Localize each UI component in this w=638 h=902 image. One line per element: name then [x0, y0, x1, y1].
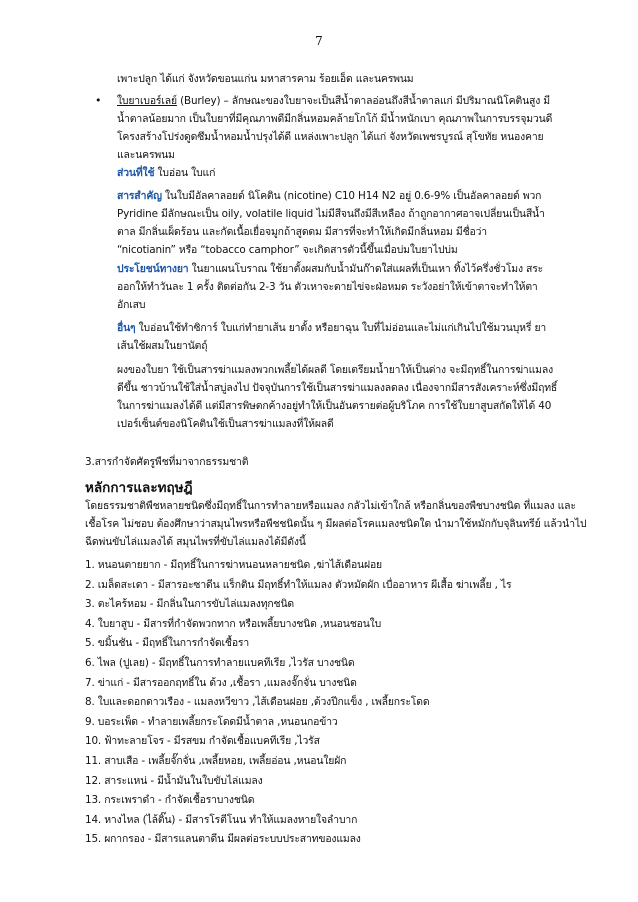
- intro-line-2: เชื้อโรค ไม่ชอบ ต้องศึกษาว่าสมุนไพรหรือพืชชนิดนั้น ๆ มีผลต่อโรคแมลงชนิดใด นำมาใช้หมักกับจุลินทรีย์ แล้วนำไป: [85, 518, 587, 530]
- list-item: 8. ใบและดอกดาวเรือง - แมลงหวีขาว ,ไส้เดือนฝอย ,ด้วงปีกแข็ง , เพลี้ยกระโดด: [85, 696, 430, 709]
- page-number: 7: [315, 34, 323, 48]
- list-item: 4. ใบยาสูบ - มีสารที่กำจัดพวกทาก หรือเพลี้ยบางชนิด ,หนอนชอนใบ: [85, 617, 382, 630]
- others-line-2: เส้นใช้ผสมในยานัตถุ์: [117, 340, 208, 352]
- list-item: 9. บอระเพ็ด - ทำลายเพลี้ยกระโดดมีน้ำตาล ,หนอนกอข้าว: [85, 715, 338, 728]
- burley-line-1: (Burley) – ลักษณะของใบยาจะเป็นสีน้ำตาลอ่อนถึงสีน้ำตาลแก่ มีปริมาณนิโคตินสูง มี: [176, 95, 551, 107]
- section-3-title-block: [85, 453, 248, 471]
- section-3-title: 3.สารกำจัดศัตรูพืชที่มาจากธรรมชาติ: [85, 456, 249, 468]
- insecticide-line-3: ในการฆ่าแมลงได้ดี แต่มีสารพิษตกค้างอยู่ทำให้เป็นอันตรายต่อผู้บริโภค การใช้ใบยาสูบสกัดให้ได้ 40: [117, 400, 552, 412]
- list-item: 3. ตะไคร้หอม - มีกลิ่นในการขับไล่แมลงทุกชนิด: [85, 598, 295, 611]
- traditional-label: ประโยชน์ทางยา: [117, 263, 189, 275]
- traditional-line-3: อักเสบ: [117, 299, 146, 311]
- section-3-intro: [85, 497, 586, 551]
- constituents-line-3: ตาล มีกลิ่นเผ็ดร้อน และกัดเนื้อเยื่อจมูกถ้าสูดดม มีสารที่จะทำให้เกิดมีกลิ่นหอม มีชื่อว่า: [117, 226, 487, 238]
- list-item: 13. กระเพราดำ - กำจัดเชื้อราบางชนิด: [85, 794, 255, 807]
- others-label: อื่นๆ: [117, 322, 136, 334]
- burley-paragraph: [117, 92, 552, 164]
- other-uses: [117, 319, 546, 355]
- insecticide-paragraph: [117, 361, 557, 433]
- traditional-line-1: ในยาแผนโบราณ ใช้ยาตั้งผสมกับน้ำมันก๊าดใส่แผลที่เป็นเหา ทิ้งไว้ครึ่งชั่วโมง สระ: [188, 263, 544, 275]
- list-item: 7. ข่าแก่ - มีสารออกฤทธิ์ใน ด้วง ,เชื้อรา ,แมลงจั๊กจั่น บางชนิด: [85, 676, 357, 689]
- burley-line-4: และนครพนม: [117, 149, 175, 161]
- continuation-text: เพาะปลูก ได้แก่ จังหวัดขอนแก่น มหาสารคาม ร้อยเอ็ด และนครพนม: [117, 73, 414, 85]
- burley-line-2: น้ำตาลน้อยมาก เป็นใบยาที่มีคุณภาพดีมีกลิ่นหอมคล้ายโกโก้ มีน้ำหนักเบา คุณภาพในการบรรจุมวนดี: [117, 113, 553, 125]
- constituents-line-4: “nicotianin” หรือ “tobacco camphor” จะเกิดสารตัวนี้ขึ้นเมื่อบ่มใบยาไปบ่ม: [117, 244, 458, 256]
- constituents-line-1: ในใบมีอัลคาลอยด์ นิโคติน (nicotine) C10 H14 N2 อยู่ 0.6-9% เป็นอัลคาลอยด์ พวก: [161, 190, 542, 202]
- others-line-1: ใบอ่อนใช้ทำซิการ์ ใบแก่ทำยาเส้น ยาตั้ง หรือยาฉุน ใบที่ไม่อ่อนและไม่แก่เกินไปใช้มวนบุหรี่ ยา: [135, 322, 547, 334]
- insecticide-line-4: เปอร์เซ็นต์ของนิโคตินใช้เป็นสารฆ่าแมลงที่ให้ผลดี: [117, 418, 334, 430]
- list-item: 12. สาระแหน่ - มีน้ำมันในใบขับไล่แมลง: [85, 774, 263, 787]
- constituents-line-2: Pyridine มีลักษณะเป็น oily, volatile liquid ไม่มีสีจนถึงมีสีเหลือง ถ้าถูกอากาศอาจเปลี่ยนเป็นสีน้ำ: [117, 208, 545, 220]
- herb-list: [85, 556, 511, 850]
- continuation-line: [117, 70, 413, 88]
- parts-used-label: ส่วนที่ใช้: [117, 167, 155, 179]
- burley-name: ใบยาเบอร์เลย์: [117, 95, 177, 107]
- constituents-label: สารสำคัญ: [117, 190, 162, 202]
- insecticide-line-2: ดีขึ้น ชาวบ้านใช้ใส่น้ำสบู่ลงไป ปัจจุบันการใช้เป็นสารฆ่าแมลงลดลง เนื่องจากมีสารสังเคราะห์ซึ่งมีฤทธิ์: [117, 382, 558, 394]
- list-item: 2. เมล็ดสะเดา - มีสารอะซาดีน แร็กติน มีฤทธิ์ทำให้แมลง ตัวหมัดผัก เบื่ออาหาร ผีเสื้อ ฆ่าเพลี้ย , ไร: [85, 578, 512, 591]
- traditional-use: [117, 260, 543, 314]
- bullet-burley: •: [95, 94, 102, 107]
- list-item: 11. สาบเสือ - เพลี้ยจั๊กจั่น ,เพลี้ยหอย, เพลี้ยอ่อน ,หนอนใยผัก: [85, 754, 347, 767]
- list-item: 10. ฟ้าทะลายโจร - มีรสขม กำจัดเชื้อแบคทีเรีย ,ไวรัส: [85, 735, 320, 748]
- traditional-line-2: ออกให้ทำวันละ 1 ครั้ง ติดต่อกัน 2-3 วัน ตัวเหาจะตายไข่จะฝ่อหมด ระวังอย่าให้เข้าตาจะทำให้ตา: [117, 281, 538, 293]
- list-item: 1. หนอนตายยาก - มีฤทธิ์ในการฆ่าหนอนหลายชนิด ,ฆ่าไส้เดือนฝอย: [85, 559, 382, 571]
- constituents: [117, 187, 545, 259]
- parts-used: [117, 164, 215, 182]
- burley-line-3: โครงสร้างโปร่งดูดซึมน้ำหอมน้ำปรุงได้ดี แหล่งเพาะปลูก ได้แก่ จังหวัดเพชรบูรณ์ สุโขทัย หนองคาย: [117, 131, 544, 143]
- parts-used-text: ใบอ่อน ใบแก่: [154, 167, 216, 179]
- intro-line-3: ฉีดพ่นขับไล่แมลงได้ สมุนไพรที่ขับไล่แมลงได้มีดังนี้: [85, 536, 306, 548]
- list-item: 6. ไพล (ปูเลย) - มีฤทธิ์ในการทำลายแบคทีเรีย ,ไวรัส บางชนิด: [85, 656, 355, 669]
- intro-line-1: โดยธรรมชาติพืชหลายชนิดซึ่งมีฤทธิ์ในการทำลายหรือแมลง กลัวไม่เข้าใกล้ หรือกลิ่นของพืชบางชนิด ที่แมลง และ: [85, 500, 576, 512]
- list-item: 5. ขมิ้นชัน - มีฤทธิ์ในการกำจัดเชื้อรา: [85, 637, 250, 650]
- principles-heading: หลักการและทฤษฎี: [85, 480, 193, 496]
- list-item: 15. ผกากรอง - มีสารแลนตาดีน มีผลต่อระบบประสาทของแมลง: [85, 833, 361, 846]
- insecticide-line-1: ผงของใบยา ใช้เป็นสารฆ่าแมลงพวกเพลี้ยได้ผลดี โดยเตรียมน้ำยาให้เป็นด่าง จะมีฤทธิ์ในการฆ่าแมลง: [117, 364, 553, 376]
- list-item: 14. หางไหล (ไล้ติ๊น) - มีสารโรตีโนน ทำให้แมลงหายใจลำบาก: [85, 813, 358, 826]
